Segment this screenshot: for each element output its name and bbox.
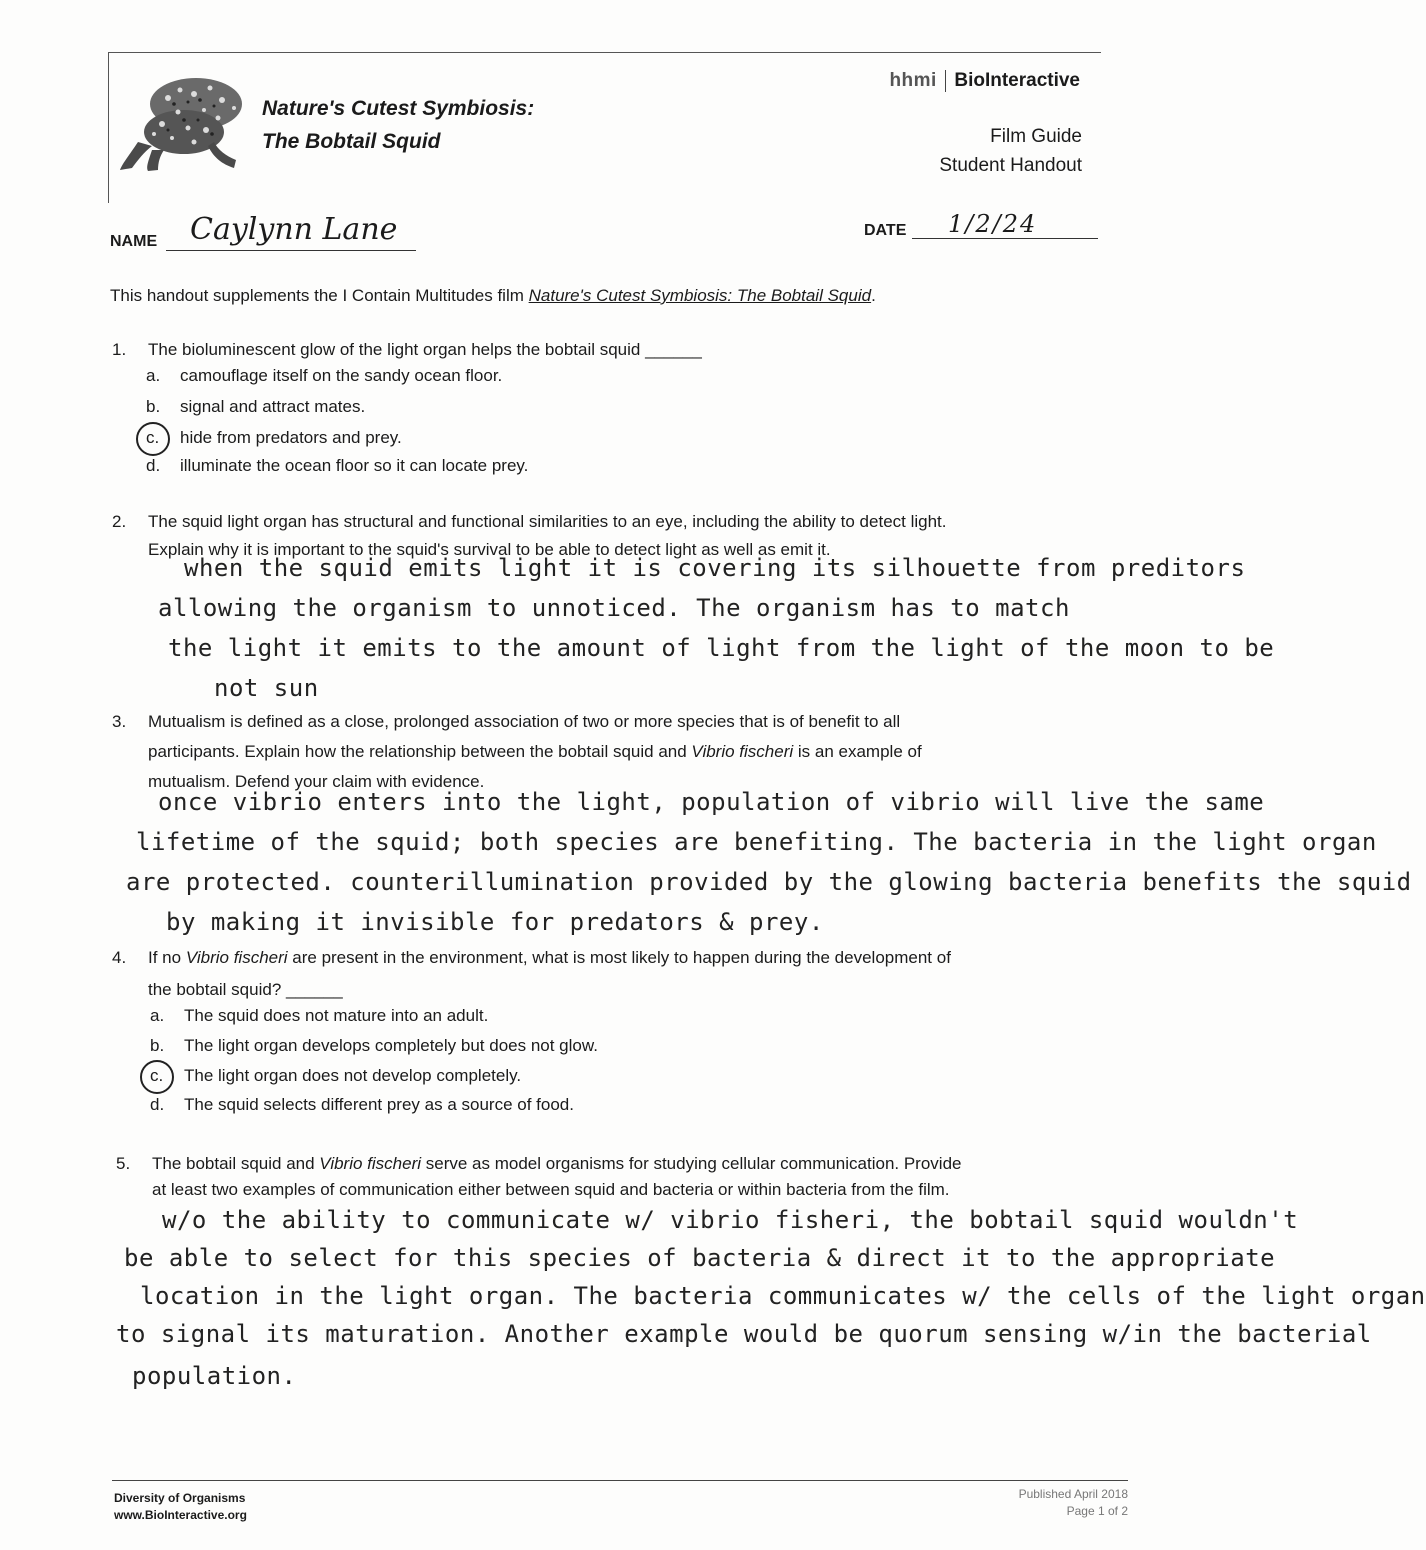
question-text-line-1: [148, 946, 951, 970]
brand-hhmi: hhmi: [889, 70, 937, 91]
option-letter: b.: [150, 1036, 165, 1055]
q4-text-part: are present in the environment, what is most likely to happen during the development of: [287, 948, 951, 967]
question-text-line-2: Explain why it is important to the squid's survival to be able to detect light as well as emit it.: [148, 540, 831, 559]
intro-text: [110, 286, 876, 306]
footer-unit: Diversity of Organisms: [114, 1491, 246, 1505]
answer-line: once vibrio enters into the light, population of vibrio will live the same: [158, 788, 1265, 816]
question-3: [112, 710, 1112, 790]
answer-line: location in the light organ. The bacteria communicates w/ the cells of the light organ: [140, 1282, 1426, 1310]
question-number: 2.: [112, 512, 127, 531]
option-text: The light organ develops completely but does not glow.: [184, 1036, 598, 1055]
answer-line: the light it emits to the amount of light from the light of the moon to be: [168, 634, 1275, 662]
option-text: The light organ does not develop completely.: [184, 1066, 522, 1085]
brand-divider: [945, 70, 947, 92]
footer-right: [1019, 1486, 1128, 1520]
option-letter: d.: [150, 1095, 165, 1114]
answer-line: allowing the organism to unnoticed. The organism has to match: [158, 594, 1070, 622]
q5-text-part: The bobtail squid and: [152, 1154, 320, 1173]
name-label: NAME: [110, 233, 158, 250]
option-text: hide from predators and prey.: [180, 428, 402, 447]
answer-line: when the squid emits light it is covering its silhouette from preditors: [184, 554, 1246, 582]
name-value[interactable]: Caylynn Lane: [190, 212, 398, 247]
q5-species: Vibrio fischeri: [319, 1154, 422, 1173]
q1-option-c[interactable]: [146, 428, 746, 452]
q4-species: Vibrio fischeri: [185, 948, 288, 967]
question-1: [112, 338, 1112, 362]
q3-species: Vibrio fischeri: [691, 742, 794, 761]
q4-option-d[interactable]: [150, 1095, 790, 1119]
published-date: Published April 2018: [1018, 1487, 1128, 1501]
subtitle-line-1: Film Guide: [990, 126, 1082, 147]
q5-text-part: serve as model organisms for studying cellular communication. Provide: [421, 1154, 962, 1173]
name-line: [166, 250, 416, 251]
film-title: Nature's Cutest Symbiosis: The Bobtail Squid: [528, 286, 872, 305]
option-text: The squid selects different prey as a source of food.: [184, 1095, 574, 1114]
handout-type: [939, 122, 1082, 180]
option-text: signal and attract mates.: [180, 397, 366, 416]
question-number: 5.: [116, 1154, 131, 1173]
question-text-line-1: The squid light organ has structural and functional similarities to an eye, including the ability to detect light.: [148, 512, 947, 531]
intro-suffix: .: [871, 286, 876, 305]
q1-option-d[interactable]: [146, 456, 746, 480]
answer-line: to signal its maturation. Another example would be quorum sensing w/in the bacterial: [116, 1320, 1372, 1348]
q4-option-a[interactable]: [150, 1006, 790, 1030]
question-text-line-3: mutualism. Defend your claim with evidence.: [148, 772, 485, 791]
question-number: 4.: [112, 948, 127, 967]
subtitle-line-2: Student Handout: [939, 155, 1082, 176]
footer-left: [114, 1490, 247, 1524]
option-text: The squid does not mature into an adult.: [184, 1006, 489, 1025]
q4-text-part: If no: [148, 948, 186, 967]
question-number: 3.: [112, 712, 127, 731]
q4-option-c[interactable]: [150, 1066, 790, 1090]
page-number: Page 1 of 2: [1066, 1504, 1128, 1518]
q3-answer[interactable]: [110, 786, 1412, 946]
handout-title: [262, 92, 534, 158]
title-line-2: The Bobtail Squid: [262, 130, 441, 153]
footer-divider: [112, 1480, 1128, 1481]
brand-logo: [889, 70, 1080, 92]
date-line: [912, 238, 1098, 239]
q4-option-b[interactable]: [150, 1036, 790, 1060]
question-text-line-2: [148, 740, 922, 764]
question-text-line-2: the bobtail squid? ______: [148, 980, 343, 999]
answer-line: w/o the ability to communicate w/ vibrio fisheri, the bobtail squid wouldn't: [162, 1206, 1299, 1234]
answer-line: are protected. counterillumination provided by the glowing bacteria benefits the squid: [126, 868, 1412, 896]
q1-option-a[interactable]: [146, 366, 746, 390]
intro-prefix: This handout supplements the I Contain Multitudes film: [110, 286, 529, 305]
option-letter: a.: [146, 366, 161, 385]
answer-line: be able to select for this species of bacteria & direct it to the appropriate: [124, 1244, 1276, 1272]
squid-illustration: [118, 72, 250, 172]
answer-line: population.: [132, 1362, 297, 1390]
footer-website: www.BioInteractive.org: [114, 1508, 247, 1522]
question-5: [116, 1152, 1116, 1208]
q1-option-b[interactable]: [146, 397, 746, 421]
q5-answer[interactable]: [110, 1206, 1426, 1406]
q2-answer[interactable]: [110, 548, 1275, 708]
q3-text-part: participants. Explain how the relationship between the bobtail squid and: [148, 742, 692, 761]
option-letter: b.: [146, 397, 161, 416]
question-text-line-1: Mutualism is defined as a close, prolonged association of two or more species that is of benefit to all: [148, 712, 901, 731]
answer-line: not sun: [214, 674, 319, 702]
answer-line: lifetime of the squid; both species are benefiting. The bacteria in the light organ: [136, 828, 1377, 856]
date-label: DATE: [864, 222, 907, 239]
option-text: camouflage itself on the sandy ocean floor.: [180, 366, 503, 385]
option-letter: a.: [150, 1006, 165, 1025]
question-4: [112, 946, 1112, 1002]
option-letter: c.: [150, 1066, 164, 1085]
title-line-1: Nature's Cutest Symbiosis:: [262, 97, 535, 120]
question-number: 1.: [112, 340, 127, 359]
option-letter: c.: [146, 428, 160, 447]
question-text-line-2: at least two examples of communication either between squid and bacteria or within bacteria from the film.: [152, 1180, 950, 1199]
option-letter: d.: [146, 456, 161, 475]
option-text: illuminate the ocean floor so it can locate prey.: [180, 456, 529, 475]
q3-text-part: is an example of: [793, 742, 922, 761]
date-value[interactable]: 1/2/24: [948, 210, 1038, 238]
question-text-line-1: [152, 1152, 962, 1176]
question-text: The bioluminescent glow of the light organ helps the bobtail squid ______: [148, 340, 702, 359]
brand-name: BioInteractive: [954, 70, 1080, 91]
answer-line: by making it invisible for predators & prey.: [166, 908, 824, 936]
